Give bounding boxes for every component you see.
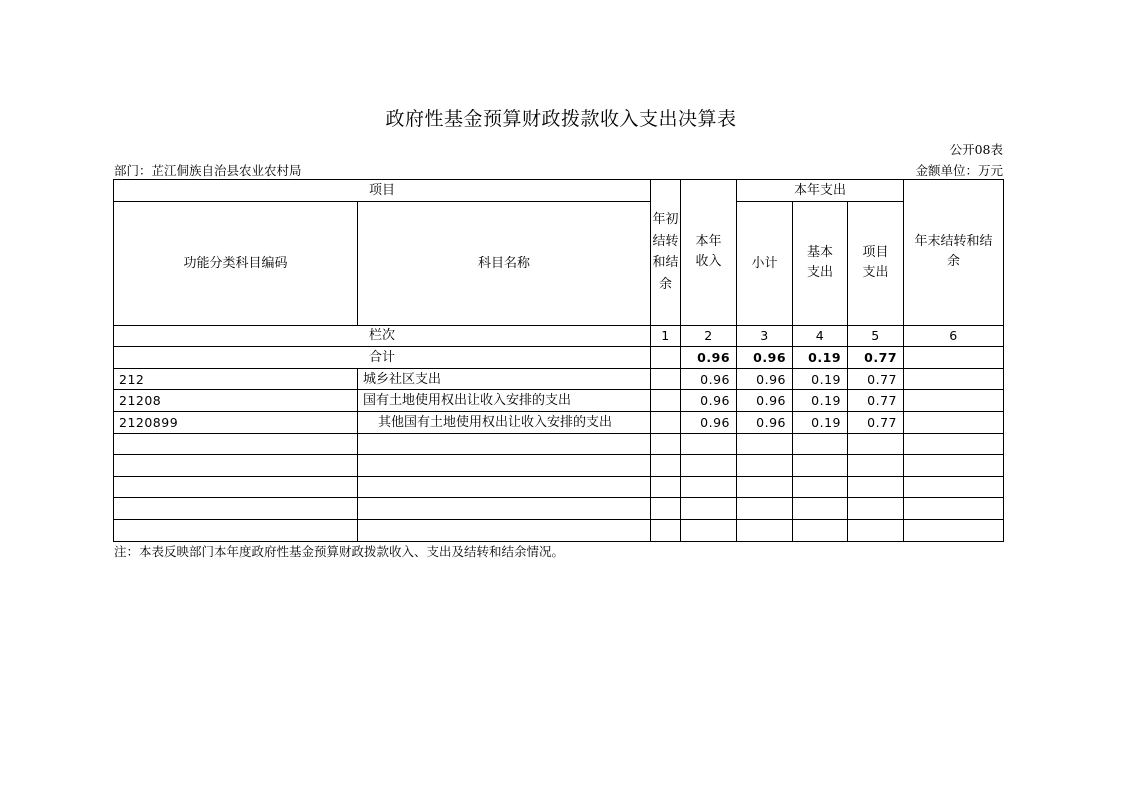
total-carryover — [651, 347, 681, 369]
row-ending — [904, 368, 1004, 390]
row-project: 0.77 — [848, 411, 904, 433]
row-income: 0.96 — [681, 368, 737, 390]
index-cell: 4 — [793, 325, 848, 347]
report-title: 政府性基金预算财政拨款收入支出决算表 — [385, 108, 737, 130]
index-cell: 2 — [681, 325, 737, 347]
row-code: 212 — [114, 368, 358, 390]
form-number: 公开08表 — [949, 142, 1003, 157]
header-income: 本年收入 — [681, 180, 737, 326]
row-name: 城乡社区支出 — [358, 368, 651, 390]
empty-row — [114, 519, 1004, 541]
row-subtotal: 0.96 — [737, 390, 793, 412]
row-ending — [904, 411, 1004, 433]
total-ending — [904, 347, 1004, 369]
index-cell: 3 — [737, 325, 793, 347]
total-label: 合计 — [114, 347, 651, 369]
empty-row — [114, 433, 1004, 455]
row-carryover — [651, 368, 681, 390]
row-basic: 0.19 — [793, 368, 848, 390]
budget-table — [113, 179, 1004, 542]
row-name: 其他国有土地使用权出让收入安排的支出 — [358, 411, 651, 433]
index-row — [114, 325, 1004, 347]
header-project: 项目 — [114, 180, 651, 202]
index-cell: 1 — [651, 325, 681, 347]
row-subtotal: 0.96 — [737, 368, 793, 390]
row-ending — [904, 390, 1004, 412]
table-row — [114, 368, 1004, 390]
index-cell: 6 — [904, 325, 1004, 347]
amount-unit-label: 金额单位：万元 — [915, 163, 1003, 178]
department-label: 部门：芷江侗族自治县农业农村局 — [114, 163, 302, 178]
empty-row — [114, 498, 1004, 520]
row-project: 0.77 — [848, 368, 904, 390]
header-code: 功能分类科目编码 — [114, 201, 358, 325]
row-code: 21208 — [114, 390, 358, 412]
total-project: 0.77 — [848, 347, 904, 369]
table-note: 注：本表反映部门本年度政府性基金预算财政拨款收入、支出及结转和结余情况。 — [114, 544, 565, 559]
header-expense-group: 本年支出 — [737, 180, 904, 202]
row-project: 0.77 — [848, 390, 904, 412]
row-basic: 0.19 — [793, 411, 848, 433]
empty-row — [114, 455, 1004, 477]
row-basic: 0.19 — [793, 390, 848, 412]
row-carryover — [651, 411, 681, 433]
header-carryover: 年初结转和结余 — [651, 180, 681, 326]
row-income: 0.96 — [681, 390, 737, 412]
header-ending: 年末结转和结余 — [904, 180, 1004, 326]
index-label: 栏次 — [114, 325, 651, 347]
row-subtotal: 0.96 — [737, 411, 793, 433]
total-basic: 0.19 — [793, 347, 848, 369]
header-subtotal: 小计 — [737, 201, 793, 325]
total-subtotal: 0.96 — [737, 347, 793, 369]
row-carryover — [651, 390, 681, 412]
table-row — [114, 390, 1004, 412]
row-name: 国有土地使用权出让收入安排的支出 — [358, 390, 651, 412]
table-row — [114, 411, 1004, 433]
row-code: 2120899 — [114, 411, 358, 433]
total-income: 0.96 — [681, 347, 737, 369]
index-cell: 5 — [848, 325, 904, 347]
header-name: 科目名称 — [358, 201, 651, 325]
empty-row — [114, 476, 1004, 498]
header-basic: 基本支出 — [793, 201, 848, 325]
header-project-expense: 项目支出 — [848, 201, 904, 325]
total-row — [114, 347, 1004, 369]
row-income: 0.96 — [681, 411, 737, 433]
